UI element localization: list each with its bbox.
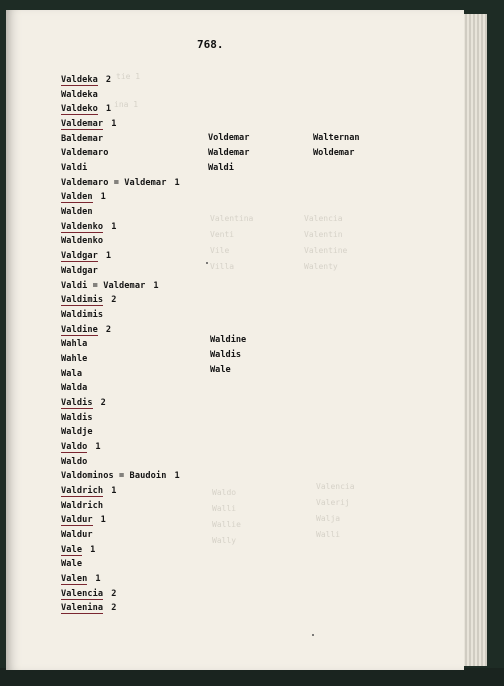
index-entry xyxy=(61,178,180,188)
index-entry xyxy=(61,222,116,232)
bleed-through-text: Walenty xyxy=(304,262,338,271)
entry-word: Valdo xyxy=(61,442,88,452)
index-entry xyxy=(61,603,116,613)
index-entry xyxy=(61,295,116,305)
entry-word: Waldje xyxy=(61,427,93,438)
entry-count: 1 xyxy=(95,442,101,452)
variant-item: Voldemar xyxy=(208,133,250,143)
bleed-through-text: Waldo xyxy=(212,488,237,497)
entry-word: Valdeko xyxy=(61,104,98,115)
index-entry xyxy=(61,325,111,335)
bleed-through-text: Valencia xyxy=(304,214,343,223)
entry-word: Waldis xyxy=(61,412,93,423)
bleed-through-text: Vile xyxy=(210,246,230,255)
book-cover-edge xyxy=(0,668,504,686)
entry-count: 1 xyxy=(174,471,180,482)
bleed-through-text: Valentine xyxy=(304,246,348,255)
entry-word: Vale xyxy=(61,544,83,555)
index-entry xyxy=(61,134,103,144)
index-entry xyxy=(61,471,180,481)
variant-column-1 xyxy=(208,131,249,176)
bleed-through-text: Valerij xyxy=(316,498,350,507)
entry-count: 1 xyxy=(105,104,112,115)
entry-word: Valdi xyxy=(61,163,88,174)
entry-count: 2 xyxy=(105,75,112,85)
entry-count: 1 xyxy=(90,544,96,555)
index-entry xyxy=(61,457,87,467)
index-entry xyxy=(61,442,101,452)
index-entry xyxy=(61,281,159,291)
index-entry xyxy=(61,251,111,261)
bleed-through-text: ina 1 xyxy=(114,100,139,109)
index-entry xyxy=(61,354,87,364)
variant-item: Waldemar xyxy=(208,148,250,158)
entry-count: 1 xyxy=(111,221,117,232)
entry-word: Valdis xyxy=(61,397,93,408)
entry-word: Wahle xyxy=(61,353,88,364)
entry-word: Valdrich xyxy=(61,486,104,497)
entry-word: Valencia xyxy=(61,588,104,599)
variant-item: Wale xyxy=(210,365,231,375)
index-entry xyxy=(61,515,106,525)
bleed-through-text: Wallie xyxy=(212,520,241,529)
variant-item: Waldine xyxy=(210,335,247,345)
index-entry xyxy=(61,163,87,173)
index-entry xyxy=(61,207,93,217)
entry-count: 2 xyxy=(111,588,117,599)
index-entry xyxy=(61,545,95,555)
bleed-through-text: Walja xyxy=(316,514,341,523)
index-entry xyxy=(61,148,108,158)
bleed-through-text: Valentina xyxy=(210,214,254,223)
index-entry xyxy=(61,266,98,276)
entry-word: Walden xyxy=(61,207,93,218)
entry-count: 2 xyxy=(100,397,106,408)
entry-word: Waldo xyxy=(61,456,88,467)
entry-word: Valdemaro xyxy=(61,148,109,159)
entry-word: Waldenko xyxy=(61,236,104,247)
entry-count: 1 xyxy=(100,192,106,203)
entry-word: Valden xyxy=(61,192,93,203)
entry-word: Waldimis xyxy=(61,309,104,320)
entry-word: Valenina xyxy=(61,603,104,614)
index-entry xyxy=(61,559,82,569)
bleed-through-text: Walli xyxy=(316,530,341,539)
bleed-through-text: Valencia xyxy=(316,482,355,491)
entry-count: 1 xyxy=(174,177,180,188)
entry-count: 1 xyxy=(153,280,159,291)
entry-word: Valdi = Valdemar xyxy=(61,280,146,291)
bleed-through-text: Wally xyxy=(212,536,237,545)
entry-word: Baldemar xyxy=(61,133,104,144)
bleed-through-text: Walli xyxy=(212,504,237,513)
index-entry xyxy=(61,486,116,496)
entry-word: Valdenko xyxy=(61,221,104,232)
entry-word: Valdur xyxy=(61,515,93,526)
entry-word: Waldrich xyxy=(61,500,104,511)
index-entry xyxy=(61,530,93,540)
entry-word: Valdimis xyxy=(61,295,104,306)
variant-item: Walternan xyxy=(313,133,360,143)
index-entry xyxy=(61,236,103,246)
bleed-through-text: Villa xyxy=(210,262,235,271)
index-entry xyxy=(61,310,103,320)
index-entry xyxy=(61,119,116,129)
entry-word: Valdine xyxy=(61,324,98,335)
entry-word: Valdgar xyxy=(61,251,98,262)
entry-word: Wahla xyxy=(61,339,88,350)
index-entry xyxy=(61,589,116,599)
bleed-through-text: Venti xyxy=(210,230,235,239)
index-entry xyxy=(61,427,93,437)
entry-count: 1 xyxy=(100,515,106,526)
entry-count: 1 xyxy=(111,486,117,497)
entry-word: Waldeka xyxy=(61,89,98,100)
entry-count: 1 xyxy=(111,119,117,130)
index-entry xyxy=(61,398,106,408)
variant-item: Waldi xyxy=(208,163,234,173)
entry-word: Wale xyxy=(61,559,83,570)
index-entry xyxy=(61,383,87,393)
index-entry xyxy=(61,192,106,202)
index-entry xyxy=(61,574,101,584)
entry-count: 2 xyxy=(111,295,117,306)
page-stack-edge xyxy=(462,14,487,666)
entry-word: Walda xyxy=(61,383,88,394)
ink-speck xyxy=(206,262,208,264)
index-entry xyxy=(61,90,98,100)
index-entry xyxy=(61,501,103,511)
entry-word: Valdominos = Baudoin xyxy=(61,471,167,482)
entry-word: Wala xyxy=(61,368,83,379)
index-entry xyxy=(61,413,93,423)
variant-item: Woldemar xyxy=(313,148,355,158)
bleed-through-text: Valentin xyxy=(304,230,343,239)
index-entry xyxy=(61,369,82,379)
entry-count: 1 xyxy=(95,574,101,585)
entry-word: Valdemaro = Valdemar xyxy=(61,177,167,188)
ink-speck xyxy=(312,634,314,636)
variant-column-2 xyxy=(313,131,360,161)
entry-word: Waldgar xyxy=(61,265,98,276)
entry-count: 2 xyxy=(111,603,117,614)
variant-column-3 xyxy=(210,333,246,378)
bleed-through-text: tie 1 xyxy=(116,72,141,81)
entry-count: 1 xyxy=(105,251,112,262)
entry-word: Valdemar xyxy=(61,119,104,130)
index-entry xyxy=(61,75,111,85)
variant-item: Waldis xyxy=(210,350,242,360)
entry-word: Valdeka xyxy=(61,75,98,85)
entry-count: 2 xyxy=(105,324,112,335)
index-entry xyxy=(61,339,87,349)
index-entry xyxy=(61,104,111,114)
page-number: 768. xyxy=(197,38,224,51)
entry-word: Valen xyxy=(61,574,88,585)
entry-word: Waldur xyxy=(61,530,93,541)
